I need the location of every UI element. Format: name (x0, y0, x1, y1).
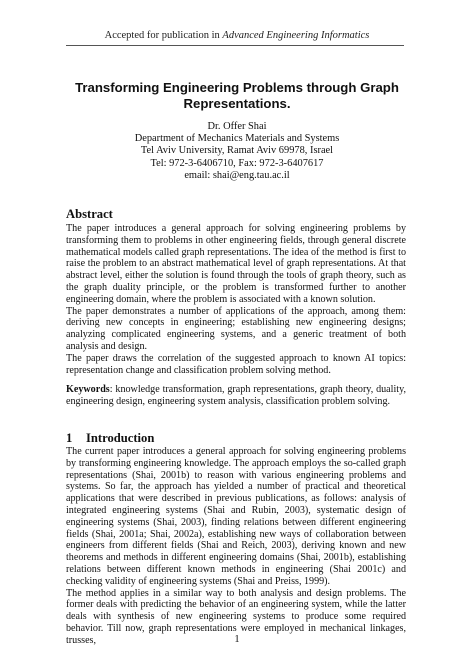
publication-venue: Advanced Engineering Informatics (222, 30, 370, 41)
paper-title: Transforming Engineering Problems through Graph Representations. (75, 80, 399, 111)
keywords-text: : knowledge transformation, graph representations, graph theory, duality, engineering design, engineering system analysis, classification problem solving. (66, 384, 406, 407)
introduction-body (66, 446, 406, 647)
introduction-paragraph: The method applies in a similar way to both analysis and design problems. The former deals with predicting the behavior of an engineering system, while the latter deals with synthesis of new engineering systems to produce some required behavior. Till now, graph representations were employed in mechanical linkages, trusses, (66, 587, 406, 646)
section-number: 1 (66, 431, 73, 445)
abstract-paragraph: The paper introduces a general approach for solving engineering problems by transforming them to problems in other engineering fields, through general discrete mathematical models called graph representations. The idea of the method is first to raise the problem to an abstract mathematical level of graph representations. At that abstract level, either the solution is found through the tools of graph theory, such as the graph duality principle, or the problem is transformed further to another engineering domain, where the problem is associated with a known solution. (66, 223, 406, 305)
keywords-line (66, 384, 406, 408)
author-university: Tel Aviv University, Ramat Aviv 69978, Israel (140, 145, 334, 157)
introduction-heading (66, 431, 154, 446)
publication-note (0, 30, 474, 41)
introduction-paragraph: The current paper introduces a general approach for solving engineering problems by transforming engineering knowledge. The approach employs the so-called graph representations (Shai, 2001b) to reason with various engineering problems and systems. So far, the approach has yielded a number of practical and theoretical applications that were described in previous publications, as follows: analysis of integrated engineering systems (Shai and Rubin, 2003), systematic design of engineering systems (Shai, 2003), finding relations between different engineering fields (Shai, 2001a; Shai, 2002a), establishing new ways of collaboration between engineers from different fields (Shai and Reich, 2003), deriving known and new theorems and methods in different engineering domains (Shai, 2001b), establishing relations between different known methods in engineering (Shai 2001c) and checking validity of engineering systems (Shai and Preiss, 1999). (66, 446, 406, 587)
author-department: Department of Mechanics Materials and Systems (134, 133, 340, 145)
introduction-heading-text: Introduction (86, 431, 155, 445)
author-email: email: shai@eng.tau.ac.il (184, 169, 290, 181)
author-block (0, 121, 474, 182)
page-number: 1 (234, 634, 240, 645)
keywords (66, 384, 406, 408)
author-name: Dr. Offer Shai (207, 121, 267, 132)
abstract-heading: Abstract (66, 207, 113, 221)
publication-note-prefix: Accepted for publication in (104, 30, 223, 41)
abstract-paragraph: The paper demonstrates a number of applications of the approach, among them: deriving new concepts in engineering; establishing new engineering designs; analyzing complicated engineering systems, and a generic treatment of both analysis and design. (66, 305, 406, 352)
author-phone: Tel: 972-3-6406710, Fax: 972-3-6407617 (150, 157, 324, 169)
keywords-label: Keywords (66, 384, 110, 395)
abstract-paragraph: The paper draws the correlation of the suggested approach to known AI topics: representation change and classification problem solving method. (66, 352, 406, 376)
header-rule (66, 45, 404, 46)
abstract-body (66, 223, 406, 376)
